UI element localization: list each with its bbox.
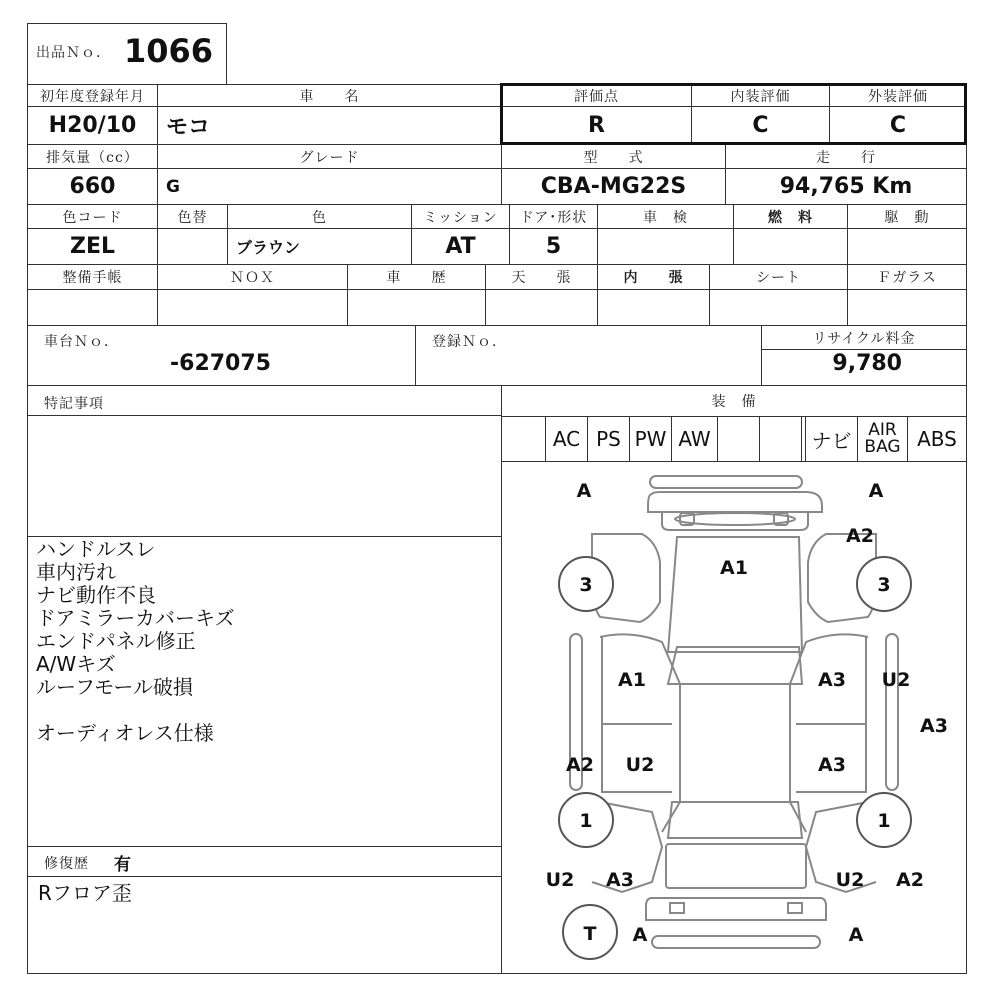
recycle-value: 9,780 (832, 351, 902, 376)
roof-outline (680, 684, 790, 802)
mark-front-right-corner: A (868, 480, 884, 502)
mark-right-side-edge: A3 (920, 715, 948, 737)
hood-lower-outline (662, 512, 808, 530)
equipment-airbag: AIR BAG (858, 417, 908, 461)
displacement-label: 排気量（cc） (28, 145, 158, 169)
recycle-label-row (762, 326, 966, 350)
equipment-slot-7 (760, 417, 802, 461)
first-reg-label: 初年度登録年月 (28, 85, 158, 107)
mark-right-rail-upper: U2 (881, 669, 911, 691)
repair-label: 修復歴 (44, 856, 89, 872)
plate-left (670, 903, 684, 913)
mark-hood: A1 (720, 557, 748, 579)
sunroof-label: 天 張 (486, 265, 598, 290)
remarks-line-3: ナビ動作不良 (36, 583, 156, 607)
seat-label: シート (710, 265, 848, 290)
fuel-label: 燃 料 (734, 205, 848, 229)
model-value: CBA-MG22S (502, 169, 726, 205)
door-label: ドア･形状 (510, 205, 598, 229)
remarks-line-9: オーディオレス仕様 (36, 721, 214, 745)
remarks-header (28, 386, 502, 416)
score-block-frame (500, 83, 967, 145)
service-book-label: 整備手帳 (28, 265, 158, 290)
sunroof-value (486, 290, 598, 326)
repair-value: 有 (114, 855, 131, 875)
equipment-navi: ナビ (806, 417, 858, 461)
mark-front-left-corner: A (576, 480, 592, 502)
right-a-pillar (790, 634, 868, 832)
chassis-label: 車台Ｎｏ． (44, 334, 119, 350)
remarks-line-7: ルーフモール破損 (36, 675, 193, 699)
equipment-header (502, 386, 966, 417)
mileage-label: 走 行 (726, 145, 966, 169)
recycle-label: リサイクル料金 (812, 330, 916, 347)
remarks-line-5: エンドパネル修正 (36, 629, 196, 653)
mark-rear-right-quarter: A2 (896, 869, 924, 891)
mark-front-right-wheel: 3 (877, 574, 891, 596)
mark-left-front-door: A1 (618, 669, 646, 691)
equipment-slot-1 (502, 417, 546, 461)
equipment-slot-6 (718, 417, 760, 461)
color-code-label: 色コード (28, 205, 158, 229)
car-damage-diagram (502, 462, 966, 972)
drive-value (848, 229, 966, 265)
exterior-score-value: C (830, 107, 966, 145)
nox-label: ＮＯＸ (158, 265, 348, 290)
door-value: 5 (510, 229, 598, 265)
model-label: 型 式 (502, 145, 726, 169)
equipment-label: 装 備 (711, 394, 757, 410)
inspection-value (598, 229, 734, 265)
reg-no-label: 登録Ｎｏ． (432, 334, 507, 350)
exterior-score-label: 外装評価 (830, 85, 966, 107)
car-name-label: 車 名 (158, 85, 502, 107)
grade-label: グレード (158, 145, 502, 169)
rear-window-outline (668, 802, 802, 838)
interior-score-value: C (692, 107, 830, 145)
color-label: 色 (228, 205, 412, 229)
mark-right-front-fender-top: A2 (846, 525, 874, 547)
hood-outline (668, 537, 802, 652)
color-change-value (158, 229, 228, 265)
history-label: 車 歴 (348, 265, 486, 290)
lot-number-label: 出品Ｎｏ． (36, 45, 111, 61)
mark-back-door-left: A3 (606, 869, 634, 891)
glass-value (848, 290, 966, 326)
first-reg-value: H20/10 (28, 107, 158, 145)
car-name-value: モコ (158, 107, 502, 145)
rear-bumper-lower (652, 936, 820, 948)
score-value: R (502, 107, 692, 145)
mark-rear-bumper-right: A (848, 924, 864, 946)
equipment-pw: PW (630, 417, 672, 461)
repair-header (28, 847, 502, 877)
remarks-line-6: A/Wキズ (36, 652, 116, 676)
color-code-value: ZEL (28, 229, 158, 265)
interior-score-label: 内装評価 (692, 85, 830, 107)
lot-number-box (27, 23, 227, 85)
front-bumper-outline (650, 476, 802, 488)
mark-spare-tire: T (583, 923, 597, 945)
repair-detail: Rフロア歪 (38, 881, 132, 905)
interior-trim-value (598, 290, 710, 326)
rear-bumper-outline (646, 898, 826, 920)
nox-value (158, 290, 348, 326)
mark-rear-right-wheel: 1 (877, 810, 891, 832)
interior-trim-label: 内 張 (598, 265, 710, 290)
equipment-abs: ABS (917, 427, 957, 451)
remarks-line-2: 車内汚れ (36, 560, 116, 584)
mark-right-rear-door: A3 (818, 754, 846, 776)
repair-detail-area (28, 877, 502, 973)
service-book-value (28, 290, 158, 326)
fuel-value (734, 229, 848, 265)
equipment-ac: AC (546, 417, 588, 461)
remarks-upper-area (28, 416, 502, 537)
history-value (348, 290, 486, 326)
right-side-rail (886, 634, 898, 790)
lot-number: 1066 (124, 32, 214, 70)
score-label: 評価点 (502, 85, 692, 107)
mark-right-front-door: A3 (818, 669, 846, 691)
back-door-outline (666, 844, 806, 888)
inspection-label: 車 検 (598, 205, 734, 229)
remarks-line-1: ハンドルスレ (36, 537, 156, 561)
plate-right (788, 903, 802, 913)
chassis-value: -627075 (170, 351, 271, 376)
equipment-aw: AW (672, 417, 718, 461)
color-value: ブラウン (228, 229, 412, 265)
remarks-label: 特記事項 (44, 396, 104, 412)
mark-front-left-wheel: 3 (579, 574, 593, 596)
mark-rear-left-wheel: 1 (579, 810, 593, 832)
remarks-line-4: ドアミラーカバーキズ (36, 606, 235, 630)
displacement-value: 660 (28, 169, 158, 205)
left-a-pillar (600, 634, 680, 832)
seat-value (710, 290, 848, 326)
mileage-value: 94,765 Km (726, 169, 966, 205)
glass-label: Ｆガラス (848, 265, 966, 290)
equipment-ps: PS (588, 417, 630, 461)
mark-left-rear-door: U2 (625, 754, 655, 776)
color-change-label: 色替 (158, 205, 228, 229)
mark-rear-bumper-left: A (632, 924, 648, 946)
mark-left-rail-lower: A2 (566, 754, 594, 776)
front-grille-outline (648, 492, 822, 512)
grade-value: G (158, 169, 502, 205)
drive-label: 駆 動 (848, 205, 966, 229)
mark-rear-left-quarter: U2 (545, 869, 575, 891)
mark-back-door-right: U2 (835, 869, 865, 891)
mission-label: ミッション (412, 205, 510, 229)
mission-value: AT (412, 229, 510, 265)
